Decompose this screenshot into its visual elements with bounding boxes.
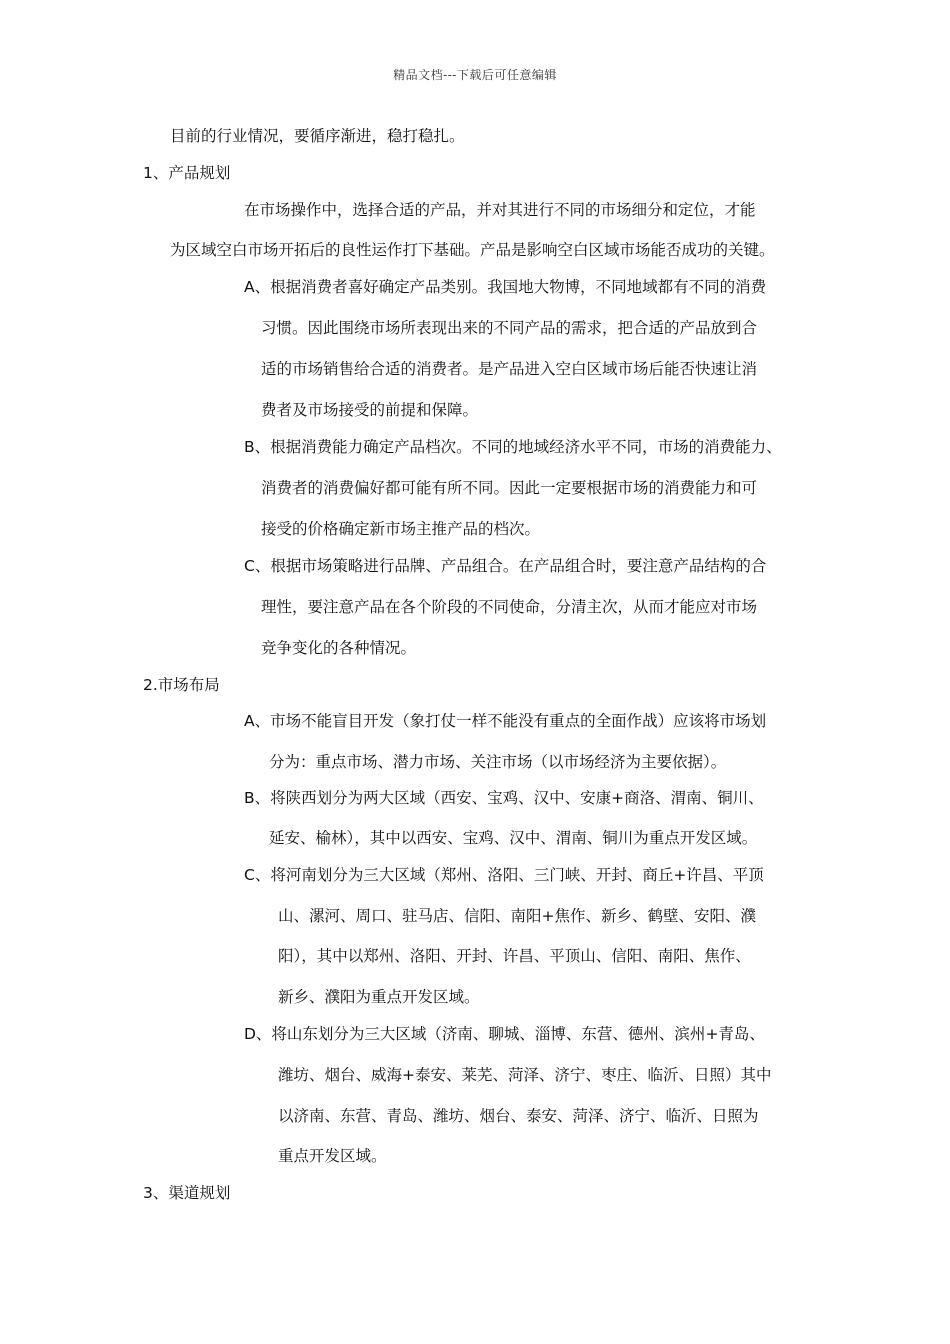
list-item-a: A、根据消费者喜好确定产品类别。我国地大物博，不同地域都有不同的消费 — [244, 278, 767, 296]
text-line: 习惯。因此围绕市场所表现出来的不同产品的需求，把合适的产品放到合 — [261, 319, 758, 337]
list-item-b: B、根据消费能力确定产品档次。不同的地域经济水平不同，市场的消费能力、 — [244, 438, 782, 456]
text-line: 适的市场销售给合适的消费者。是产品进入空白区域市场后能否快速让消 — [261, 360, 758, 378]
section-heading-product-planning: 1、产品规划 — [143, 164, 231, 182]
list-item-b: B、将陕西划分为两大区域（西安、宝鸡、汉中、安康+商洛、渭南、铜川、 — [244, 789, 764, 807]
text-line: 阳），其中以郑州、洛阳、开封、许昌、平顶山、信阳、南阳、焦作、 — [278, 947, 751, 965]
text-line: 以济南、东营、青岛、潍坊、烟台、泰安、菏泽、济宁、临沂、日照为 — [278, 1107, 759, 1125]
text-line: 理性，要注意产品在各个阶段的不同使命，分清主次，从而才能应对市场 — [261, 598, 758, 616]
text-line: 重点开发区域。 — [278, 1147, 387, 1165]
list-item-d: D、将山东划分为三大区域（济南、聊城、淄博、东营、德州、滨州+青岛、 — [244, 1025, 765, 1043]
page-header: 精品文档---下载后可任意编辑 — [393, 68, 557, 82]
text-line: 山、漯河、周口、驻马店、信阳、南阳+焦作、新乡、鹤壁、安阳、濮 — [278, 907, 756, 925]
text-line: 延安、榆林），其中以西安、宝鸡、汉中、渭南、铜川为重点开发区域。 — [269, 829, 758, 847]
text-line: 在市场操作中，选择合适的产品，并对其进行不同的市场细分和定位，才能 — [244, 201, 756, 219]
text-line: 消费者的消费偏好都可能有所不同。因此一定要根据市场的消费能力和可 — [261, 479, 758, 497]
text-line: 新乡、濮阳为重点开发区域。 — [278, 988, 480, 1006]
text-line: 分为：重点市场、潜力市场、关注市场（以市场经济为主要依据）。 — [269, 753, 727, 771]
list-item-c: C、根据市场策略进行品牌、产品组合。在产品组合时，要注意产品结构的合 — [244, 557, 767, 575]
text-line: 潍坊、烟台、威海+泰安、莱芜、菏泽、济宁、枣庄、临沂、日照）其中 — [278, 1066, 772, 1084]
list-item-c: C、将河南划分为三大区域（郑州、洛阳、三门峡、开封、商丘+许昌、平顶 — [244, 866, 764, 884]
text-line: 竞争变化的各种情况。 — [261, 639, 417, 657]
section-heading-market-layout: 2.市场布局 — [143, 676, 220, 694]
text-line: 费者及市场接受的前提和保障。 — [261, 401, 479, 419]
text-line: 目前的行业情况，要循序渐进，稳打稳扎。 — [170, 127, 465, 145]
section-heading-channel-planning: 3、渠道规划 — [143, 1184, 231, 1202]
text-line: 接受的价格确定新市场主推产品的档次。 — [261, 520, 541, 538]
list-item-a: A、市场不能盲目开发（象打仗一样不能没有重点的全面作战）应该将市场划 — [244, 712, 767, 730]
text-line: 为区域空白市场开拓后的良性运作打下基础。产品是影响空白区域市场能否成功的关键。 — [170, 241, 775, 259]
